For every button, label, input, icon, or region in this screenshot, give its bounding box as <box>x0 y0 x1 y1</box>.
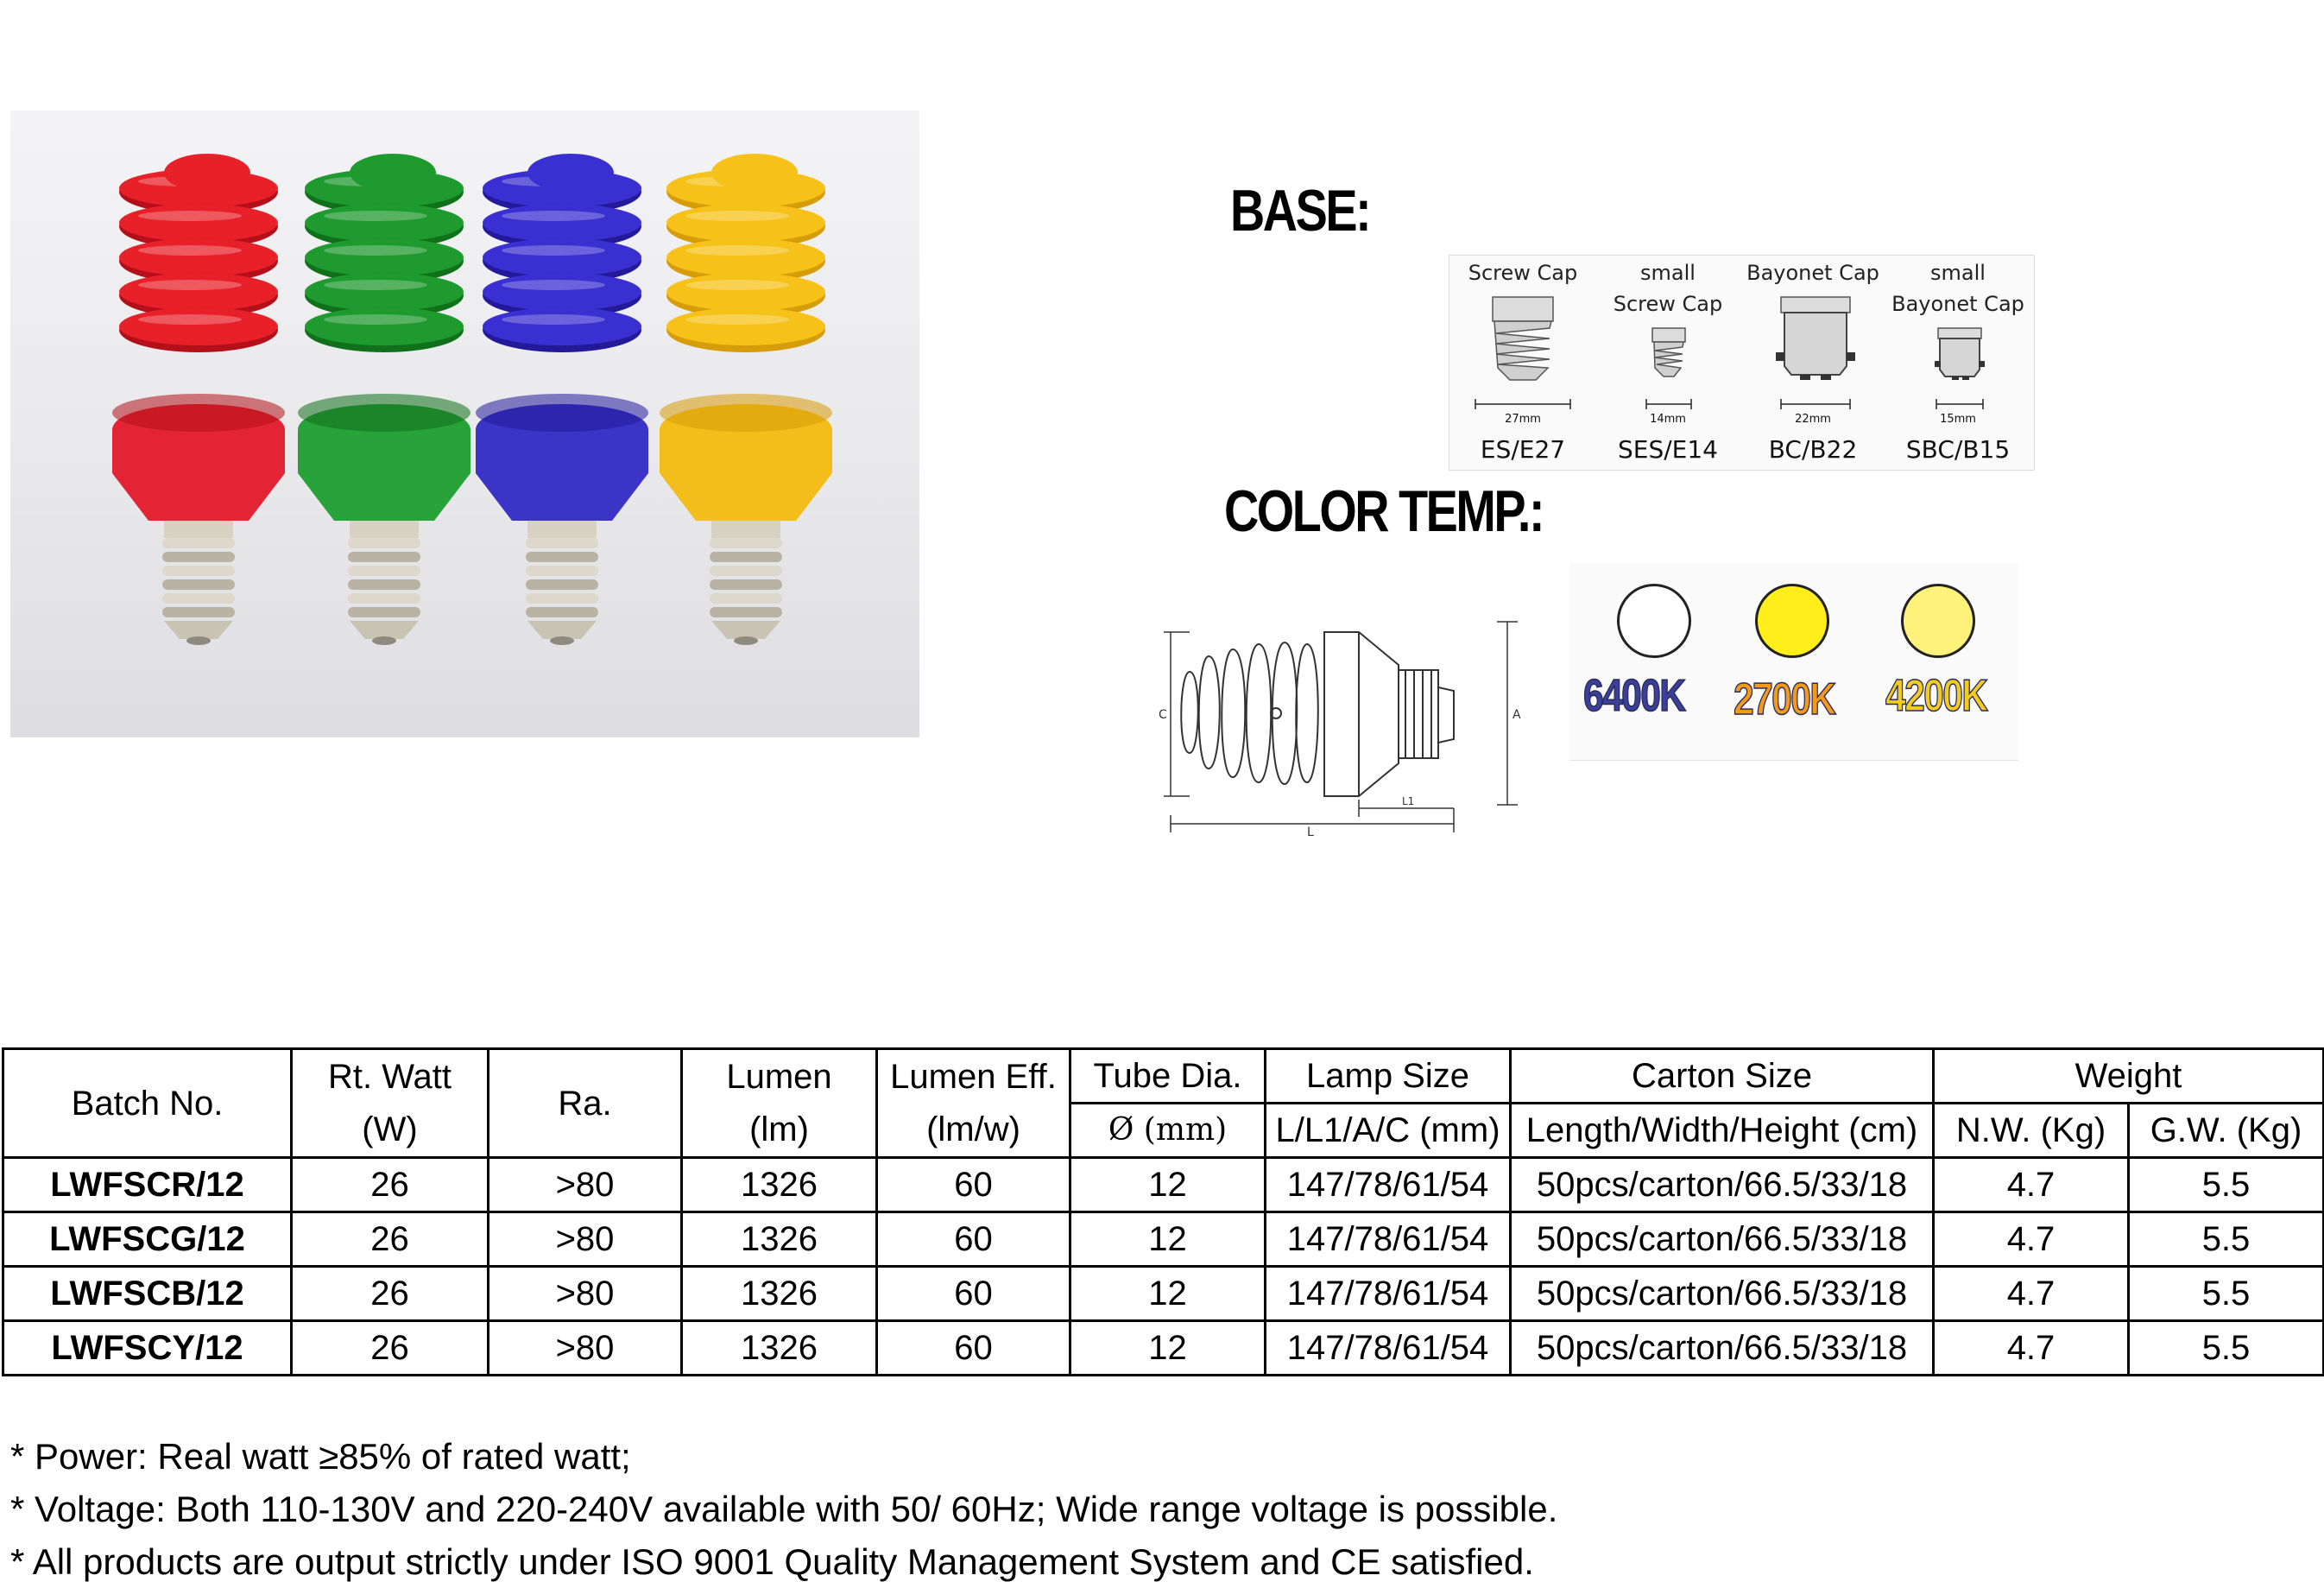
table-cell: 1326 <box>682 1212 877 1267</box>
bulb-red <box>112 154 285 645</box>
table-cell: 12 <box>1070 1212 1266 1267</box>
table-cell: LWFSCR/12 <box>3 1158 292 1212</box>
col-header-ra: Ra. <box>489 1049 682 1158</box>
table-row <box>3 1267 2324 1321</box>
table-cell: 50pcs/carton/66.5/33/18 <box>1511 1212 1934 1267</box>
table-cell: 26 <box>292 1212 489 1267</box>
col-header-rt-watt: Rt. Watt <box>292 1049 489 1104</box>
color-temp-swatch-4200k <box>1901 584 1975 658</box>
bulb-yellow <box>660 154 832 645</box>
col-subheader-gw: G.W. (Kg) <box>2129 1104 2324 1158</box>
col-subheader-lumen: (lm) <box>682 1104 877 1158</box>
table-cell: 60 <box>877 1212 1070 1267</box>
table-cell: 12 <box>1070 1158 1266 1212</box>
note-voltage: * Voltage: Both 110-130V and 220-240V available with 50/ 60Hz; Wide range voltage is possible. <box>10 1489 1558 1529</box>
table-header-row <box>3 1104 2324 1158</box>
cap-size: 15mm <box>1940 413 1976 426</box>
base-cap-chart <box>1449 255 2035 471</box>
col-subheader-carton-size: Length/Width/Height (cm) <box>1511 1104 1934 1158</box>
dimension-label-c: C <box>1159 708 1167 722</box>
table-cell: 5.5 <box>2129 1267 2324 1321</box>
table-cell: >80 <box>489 1158 682 1212</box>
table-cell: 5.5 <box>2129 1158 2324 1212</box>
table-cell: 4.7 <box>1934 1212 2129 1267</box>
table-cell: 12 <box>1070 1267 1266 1321</box>
dimension-label-l1: L1 <box>1402 795 1415 807</box>
color-temp-chart <box>1569 563 2018 761</box>
col-header-batch-no: Batch No. <box>3 1049 292 1158</box>
col-header-lumen-eff: Lumen Eff. <box>877 1049 1070 1104</box>
table-cell: LWFSCB/12 <box>3 1267 292 1321</box>
col-subheader-nw: N.W. (Kg) <box>1934 1104 2129 1158</box>
table-cell: 147/78/61/54 <box>1266 1321 1511 1376</box>
cap-size: 22mm <box>1795 413 1831 426</box>
table-cell: 50pcs/carton/66.5/33/18 <box>1511 1267 1934 1321</box>
table-cell: 60 <box>877 1158 1070 1212</box>
table-cell: 147/78/61/54 <box>1266 1158 1511 1212</box>
table-cell: 1326 <box>682 1158 877 1212</box>
table-cell: 1326 <box>682 1321 877 1376</box>
dimension-label-l: L <box>1307 826 1314 836</box>
color-temp-label-4200k: 4200K <box>1885 671 1987 721</box>
table-cell: 60 <box>877 1321 1070 1376</box>
color-temp-label-6400k: 6400K <box>1583 671 1685 721</box>
col-subheader-lamp-size: L/L1/A/C (mm) <box>1266 1104 1511 1158</box>
table-cell: 26 <box>292 1158 489 1212</box>
cap-title-line: small <box>1640 261 1696 285</box>
table-row <box>3 1212 2324 1267</box>
table-cell: LWFSCG/12 <box>3 1212 292 1267</box>
cap-title-line: Screw Cap <box>1468 261 1578 285</box>
notes <box>10 1430 1557 1588</box>
table-cell: LWFSCY/12 <box>3 1321 292 1376</box>
table-cell: 4.7 <box>1934 1267 2129 1321</box>
col-header-lumen: Lumen <box>682 1049 877 1104</box>
table-cell: >80 <box>489 1321 682 1376</box>
col-header-weight: Weight <box>1934 1049 2324 1104</box>
cap-size: 14mm <box>1650 413 1686 426</box>
table-cell: 26 <box>292 1321 489 1376</box>
colored-spiral-bulbs-image <box>10 111 919 737</box>
table-cell: >80 <box>489 1212 682 1267</box>
lamp-dimension-drawing <box>1155 604 1545 836</box>
cap-code: SES/E14 <box>1618 435 1718 464</box>
bulb-green <box>298 154 470 645</box>
cap-title-line: Bayonet Cap <box>1891 292 2024 316</box>
bulb-blue <box>476 154 648 645</box>
col-subheader-lumen-eff: (lm/w) <box>877 1104 1070 1158</box>
table-cell: 1326 <box>682 1267 877 1321</box>
table-cell: 26 <box>292 1267 489 1321</box>
color-temp-swatch-6400k <box>1617 584 1691 658</box>
table-cell: 5.5 <box>2129 1321 2324 1376</box>
table-cell: 147/78/61/54 <box>1266 1212 1511 1267</box>
cap-option-es-e27 <box>1449 256 1596 470</box>
cap-size: 27mm <box>1505 413 1541 426</box>
table-cell: 5.5 <box>2129 1212 2324 1267</box>
table-cell: >80 <box>489 1267 682 1321</box>
col-subheader-tube-dia: Ø (mm) <box>1070 1104 1266 1158</box>
color-temp-swatch-2700k <box>1755 584 1829 658</box>
dimension-label-a: A <box>1512 708 1521 722</box>
col-header-tube-dia: Tube Dia. <box>1070 1049 1266 1104</box>
spec-table <box>2 1047 2324 1376</box>
table-cell: 50pcs/carton/66.5/33/18 <box>1511 1321 1934 1376</box>
cap-title-line: small <box>1930 261 1986 285</box>
table-cell: 147/78/61/54 <box>1266 1267 1511 1321</box>
cap-code: SBC/B15 <box>1905 435 2011 464</box>
note-power: * Power: Real watt ≥85% of rated watt; <box>10 1436 631 1477</box>
table-row <box>3 1158 2324 1212</box>
cap-title-line: Bayonet Cap <box>1746 261 1879 285</box>
color-temp-label-2700k: 2700K <box>1734 674 1835 724</box>
table-cell: 4.7 <box>1934 1158 2129 1212</box>
cap-option-bc-b22 <box>1740 256 1886 470</box>
col-subheader-rt-watt: (W) <box>292 1104 489 1158</box>
table-row <box>3 1321 2324 1376</box>
cap-title-line: Screw Cap <box>1613 292 1723 316</box>
col-header-lamp-size: Lamp Size <box>1266 1049 1511 1104</box>
cap-code: ES/E27 <box>1480 435 1566 464</box>
table-cell: 4.7 <box>1934 1321 2129 1376</box>
cap-code: BC/B22 <box>1768 435 1858 464</box>
note-quality: * All products are output strictly under ISO 9001 Quality Management System and CE satisfied. <box>10 1541 1534 1582</box>
col-header-carton-size: Carton Size <box>1511 1049 1934 1104</box>
table-cell: 50pcs/carton/66.5/33/18 <box>1511 1158 1934 1212</box>
table-header-row <box>3 1049 2324 1104</box>
table-cell: 60 <box>877 1267 1070 1321</box>
color-temp-heading: COLOR TEMP.: <box>1224 478 1544 544</box>
cap-option-ses-e14 <box>1595 256 1741 470</box>
table-cell: 12 <box>1070 1321 1266 1376</box>
product-photo <box>10 111 919 737</box>
cap-option-sbc-b15 <box>1885 256 2031 470</box>
base-heading: BASE: <box>1230 178 1370 244</box>
